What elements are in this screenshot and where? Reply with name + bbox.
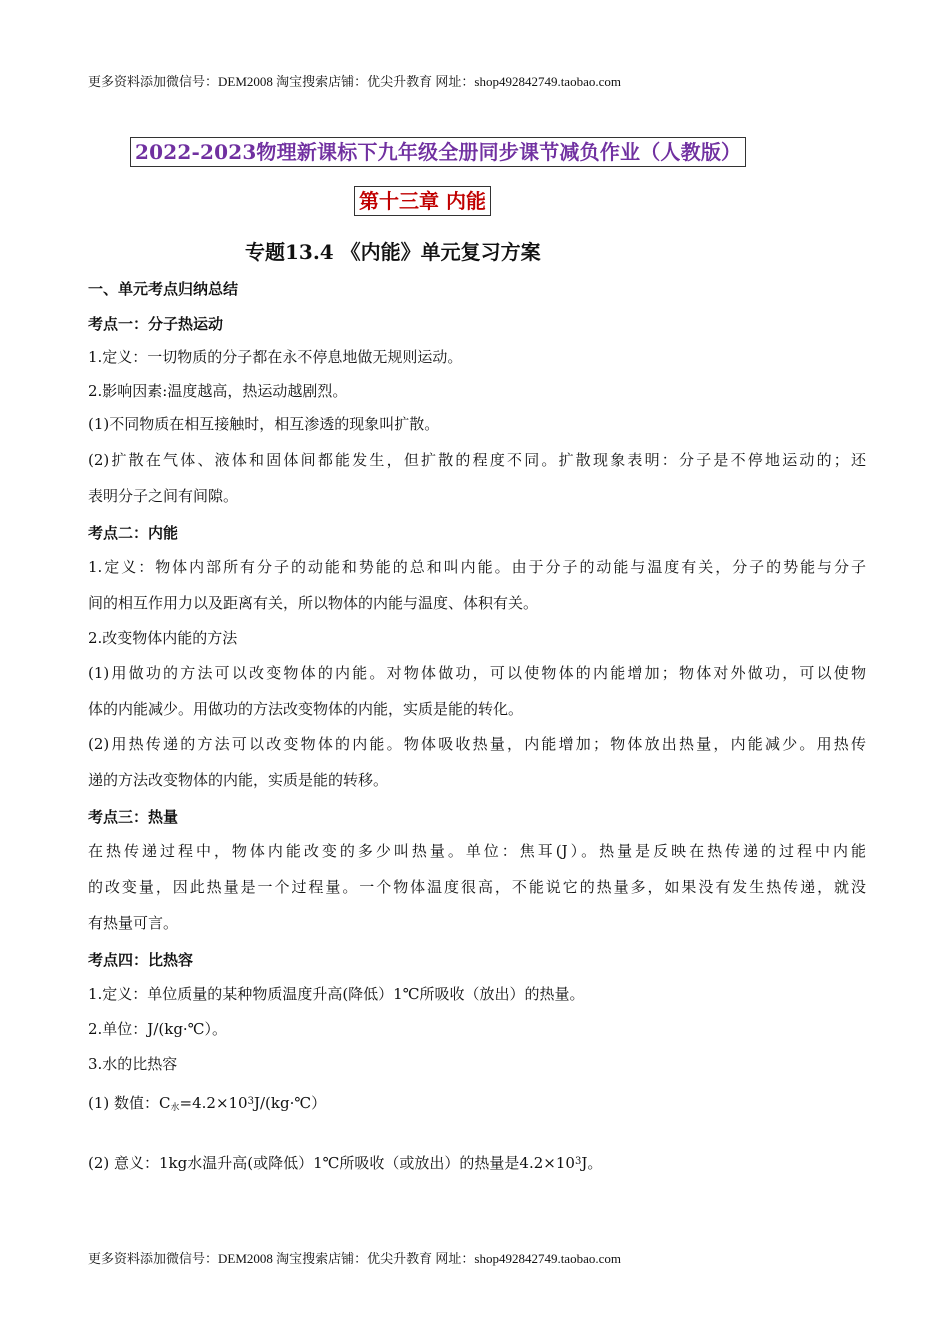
kp4-line5-post: J。	[581, 1154, 603, 1172]
chapter-title: 第十三章 内能	[354, 186, 491, 216]
kp3-line1c: 有热量可言。	[88, 914, 179, 932]
kp2-line2: 2.改变物体内能的方法	[88, 629, 238, 647]
section-heading: 一、单元考点归纳总结	[88, 280, 239, 298]
kp1-line3: (1)不同物质在相互接触时，相互渗透的现象叫扩散。	[88, 415, 440, 433]
kp4-line4-pre: (1) 数值：C	[88, 1094, 171, 1112]
kp2-line3b: 体的内能减少。用做功的方法改变物体的内能，实质是能的转化。	[88, 700, 524, 718]
kp4-line4-sub: 水	[170, 1103, 180, 1113]
kp2-heading: 考点二：内能	[88, 524, 179, 542]
kp1-line1: 1.定义：一切物质的分子都在永不停息地做无规则运动。	[88, 348, 463, 366]
kp3-line1b: 的改变量，因此热量是一个过程量。一个物体温度很高，不能说它的热量多，如果没有发生热传递，就没	[88, 878, 866, 896]
kp1-heading: 考点一：分子热运动	[88, 315, 224, 333]
kp1-line2: 2.影响因素:温度越高，热运动越剧烈。	[88, 382, 348, 400]
kp4-line2: 2.单位：J/(kg·℃）。	[88, 1020, 227, 1038]
document-title: 2022-2023物理新课标下九年级全册同步课节减负作业（人教版）	[130, 137, 746, 167]
kp4-line4-post: J/(kg·℃）	[253, 1094, 327, 1112]
kp1-line4b: 表明分子之间有间隙。	[88, 487, 239, 505]
page-header: 更多资料添加微信号：DEM2008 淘宝搜索店铺：优尖升教育 网址：shop492842749.taobao.com	[88, 74, 621, 89]
kp4-line5-pre: (2) 意义：1kg水温升高(或降低）1℃所吸收（或放出）的热量是4.2×10	[88, 1154, 575, 1172]
kp4-line3: 3.水的比热容	[88, 1055, 178, 1073]
kp4-line5-sup: 3	[574, 1156, 582, 1167]
kp4-line4-sup: 3	[247, 1096, 254, 1107]
kp2-line3a: (1)用做功的方法可以改变物体的内能。对物体做功，可以使物体的内能增加；物体对外做功，可以使物	[88, 664, 866, 682]
kp4-line5	[88, 1153, 866, 1176]
topic-title: 专题13.4 《内能》单元复习方案	[245, 240, 541, 264]
kp2-line4b: 递的方法改变物体的内能，实质是能的转移。	[88, 771, 389, 789]
kp4-line1: 1.定义：单位质量的某种物质温度升高(降低）1℃所吸收（放出）的热量。	[88, 985, 585, 1003]
kp2-line1a: 1.定义：物体内部所有分子的动能和势能的总和叫内能。由于分子的动能与温度有关，分子的势能与分子	[88, 558, 866, 576]
kp2-line4a: (2)用热传递的方法可以改变物体的内能。物体吸收热量，内能增加；物体放出热量，内能减少。用热传	[88, 735, 866, 753]
page-footer: 更多资料添加微信号：DEM2008 淘宝搜索店铺：优尖升教育 网址：shop492842749.taobao.com	[88, 1251, 621, 1266]
kp3-heading: 考点三：热量	[88, 808, 179, 826]
kp1-line4a: (2)扩散在气体、液体和固体间都能发生，但扩散的程度不同。扩散现象表明：分子是不停地运动的；还	[88, 451, 866, 469]
kp4-heading: 考点四：比热容	[88, 951, 194, 969]
kp2-line1b: 间的相互作用力以及距离有关，所以物体的内能与温度、体积有关。	[88, 594, 539, 612]
kp3-line1a: 在热传递过程中，物体内能改变的多少叫热量。单位：焦耳(J）。热量是反映在热传递的过程中内能	[88, 842, 866, 860]
kp4-line4	[88, 1093, 866, 1116]
kp4-line4-mid: =4.2×10	[179, 1094, 248, 1112]
